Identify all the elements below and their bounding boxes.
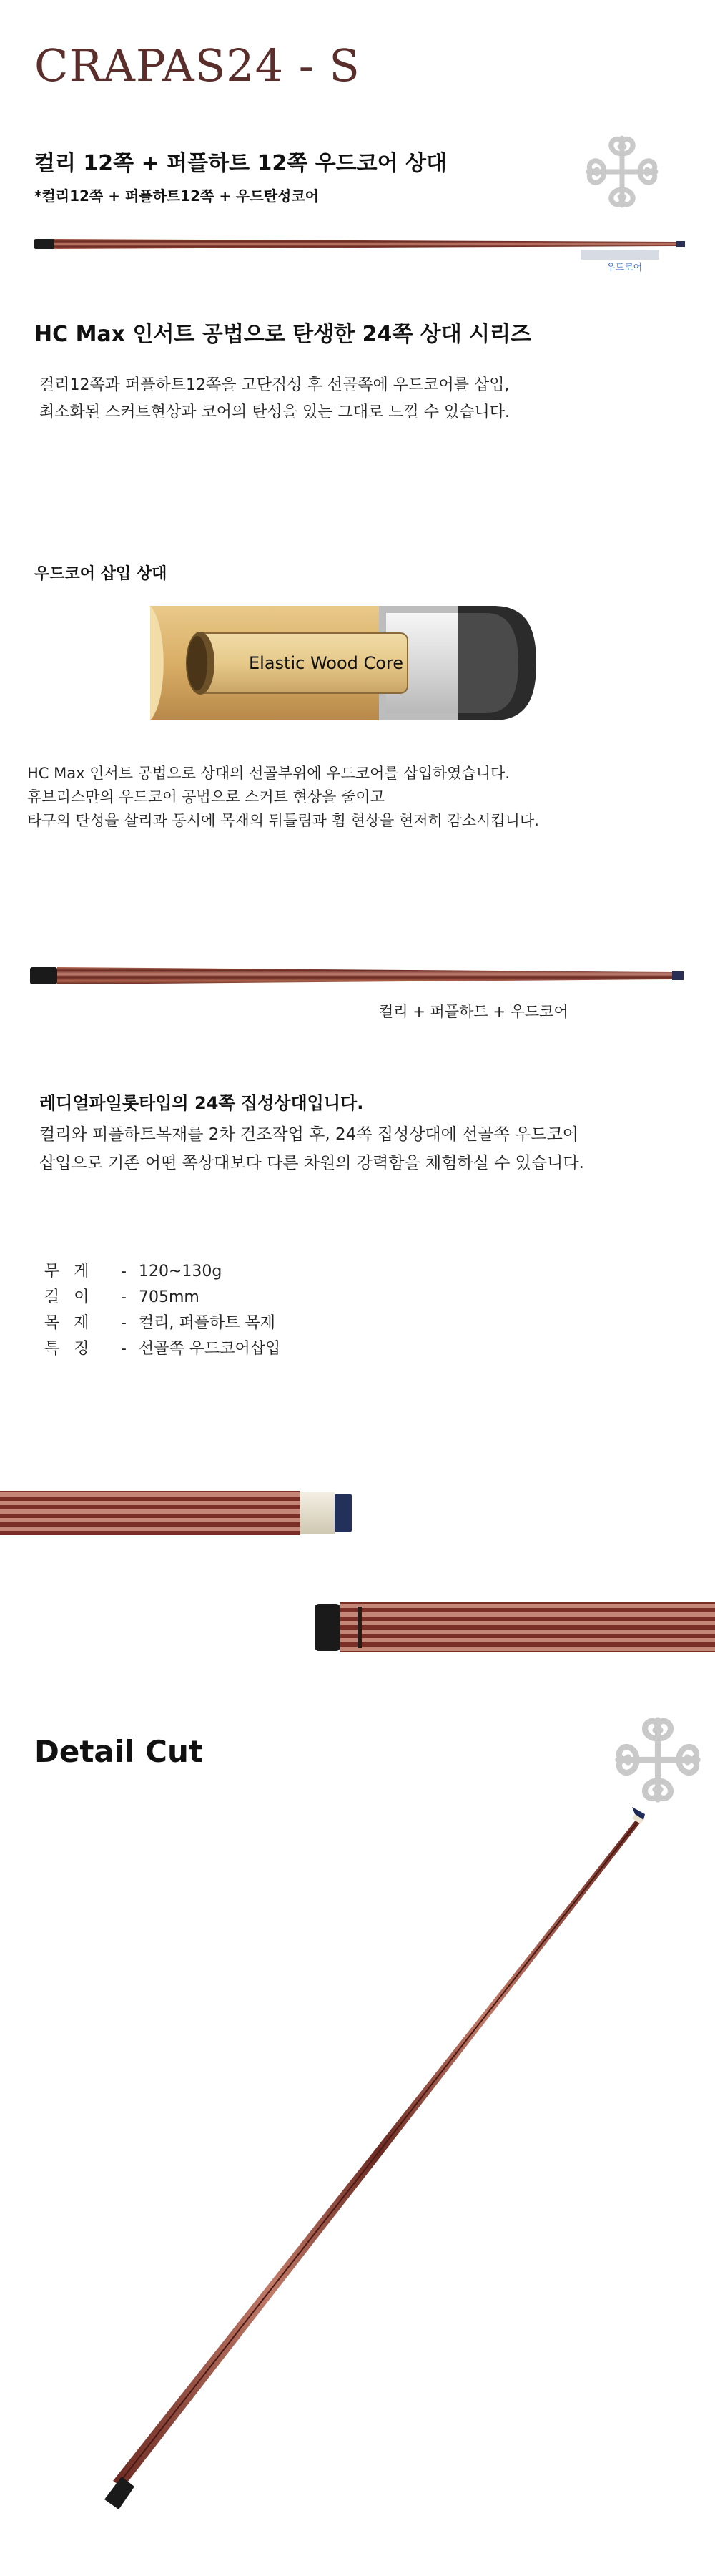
spec-row-feature (44, 1336, 280, 1362)
spec-dash: - (121, 1288, 127, 1306)
cue-full-graphic (30, 967, 688, 984)
cue-shaft-top (34, 238, 686, 248)
core-line-1: HC Max 인서트 공법으로 상대의 선골부위에 우드코어를 삽입하였습니다. (27, 765, 510, 782)
spec-key: 목재 (44, 1314, 104, 1332)
cue-closeup-joint (315, 1600, 715, 1655)
brand-title: CRAPAS24 - S (34, 39, 360, 92)
ornament-logo-detail-graphic (611, 1713, 704, 1806)
intro-line-1: 컬리12쪽과 퍼플하트12쪽을 고단집성 후 선골쪽에 우드코어를 삽입, (39, 376, 510, 394)
spec-row-weight (44, 1259, 280, 1285)
full-cue-caption: 컬리 + 퍼플하트 + 우드코어 (379, 1003, 568, 1020)
core-heading: 우드코어 삽입 상대 (34, 565, 167, 583)
cue-closeup-joint-graphic (315, 1600, 715, 1655)
ladies-heading: 레디얼파일롯타입의 24쪽 집성상대입니다. (39, 1093, 364, 1113)
product-subtitle: *컬리12쪽 + 퍼플하트12쪽 + 우드탄성코어 (34, 187, 319, 205)
cue-closeup-tip (0, 1488, 358, 1538)
spec-row-wood (44, 1311, 280, 1336)
spec-dash: - (121, 1340, 127, 1358)
spec-dash: - (121, 1263, 127, 1280)
cue-full (30, 967, 688, 984)
spec-value: 컬리, 퍼플하트 목재 (139, 1314, 275, 1332)
spec-key: 무게 (44, 1263, 104, 1280)
spec-value: 705mm (139, 1288, 199, 1306)
intro-heading: HC Max 인서트 공법으로 탄생한 24쪽 상대 시리즈 (34, 322, 532, 347)
cue-closeup-tip-graphic (0, 1488, 358, 1538)
core-marker-label: 우드코어 (606, 263, 643, 273)
spec-list (44, 1259, 280, 1362)
spec-dash: - (121, 1314, 127, 1332)
cue-diagonal (100, 1803, 658, 2518)
spec-key: 길이 (44, 1288, 104, 1306)
cue-diagonal-graphic (100, 1803, 658, 2518)
core-line-3: 타구의 탄성을 살리과 동시에 목재의 뒤틀림과 휨 현상을 현저히 감소시킵니다. (27, 812, 539, 829)
product-title: 컬리 12쪽 + 퍼플하트 12쪽 우드코어 상대 (34, 151, 448, 176)
ladies-line-2: 삽입으로 기존 어떤 쪽상대보다 다른 차원의 강력함을 체험하실 수 있습니다. (39, 1154, 584, 1172)
cue-shaft-top-graphic (34, 239, 686, 249)
intro-line-2: 최소화된 스커트현상과 코어의 탄성을 있는 그대로 느낄 수 있습니다. (39, 403, 510, 421)
spec-value: 선골쪽 우드코어삽입 (139, 1340, 281, 1358)
core-label-text: Elastic Wood Core (249, 653, 404, 673)
core-line-2: 휴브리스만의 우드코어 공법으로 스커트 현상을 줄이고 (27, 788, 385, 805)
ornament-logo-graphic (583, 132, 661, 211)
spec-key: 특징 (44, 1340, 104, 1358)
detail-cut-title: Detail Cut (34, 1734, 203, 1769)
spec-row-length (44, 1285, 280, 1311)
ladies-line-1: 컬리와 퍼플하트목재를 2차 건조작업 후, 24쪽 집성상대에 선골쪽 우드코어 (39, 1125, 579, 1144)
ornament-logo-detail (611, 1713, 704, 1806)
core-marker-box (581, 250, 659, 260)
spec-value: 120~130g (139, 1263, 222, 1280)
ornament-logo (583, 132, 661, 211)
